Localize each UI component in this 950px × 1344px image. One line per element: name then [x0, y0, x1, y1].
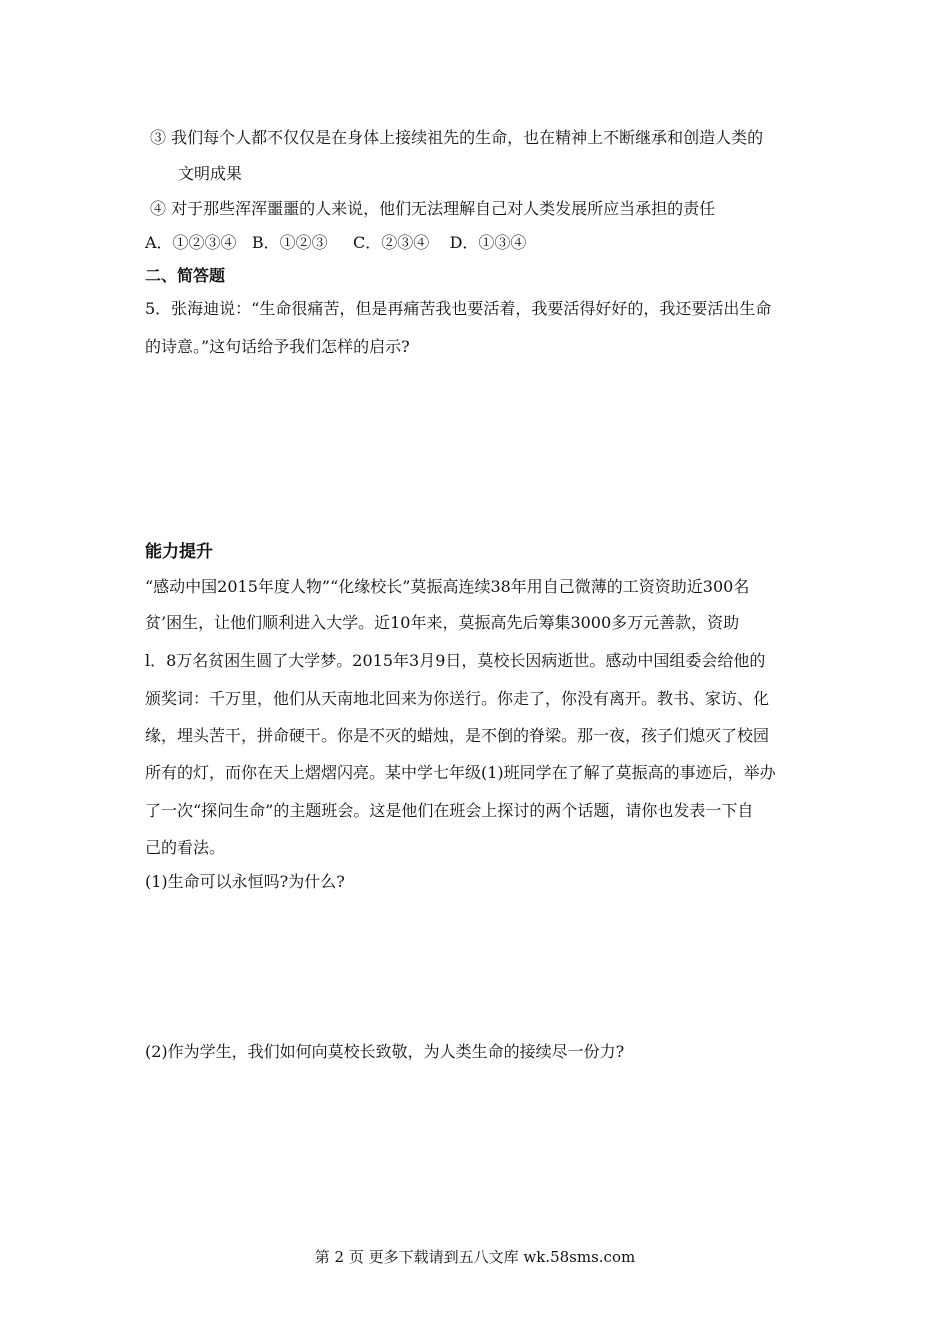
passage-line-3: l．8万名贫困生圆了大学梦。2015年3月9日，莫校长因病逝世。感动中国组委会给他的 — [145, 651, 766, 670]
page-footer: 第 2 页 更多下载请到五八文库 wk.58sms.com — [314, 1248, 636, 1266]
passage-line-5: 缘，埋头苦干，拼命硬干。你是不灭的蜡烛，是不倒的脊梁。那一夜，孩子们熄灭了校园 — [145, 726, 770, 745]
passage-line-1: “感动中国2015年度人物”“化缘校长”莫振高连续38年用自己微薄的工资资助近300名 — [145, 577, 750, 596]
q5-line1: 5．张海迪说：“生命很痛苦，但是再痛苦我也要活着，我要活得好好的，我还要活出生命 — [145, 299, 772, 318]
q4-option-4: ④ 对于那些浑浑噩噩的人来说，他们无法理解自己对人类发展所应当承担的责任 — [150, 199, 716, 218]
passage-line-8: 己的看法。 — [145, 838, 226, 857]
q4-choices: A．①②③④ B．①②③ C．②③④ D．①③④ — [145, 233, 527, 252]
passage-line-2: 贫’困生，让他们顺利进入大学。近10年来，莫振高先后筹集3000多万元善款，资助 — [145, 613, 740, 632]
passage-line-4: 颁奖词：千万里，他们从天南地北回来为你送行。你走了，你没有离开。教书、家访、化 — [145, 689, 770, 708]
q4-option-3-line2: 文明成果 — [178, 164, 243, 183]
passage-line-6: 所有的灯，而你在天上熠熠闪亮。某中学七年级(1)班同学在了解了莫振高的事迹后，举办 — [145, 763, 776, 782]
sub-question-2: (2)作为学生，我们如何向莫校长致敬，为人类生命的接续尽一份力? — [145, 1042, 625, 1061]
ability-title: 能力提升 — [145, 542, 213, 562]
passage-line-7: 了一次“探问生命”的主题班会。这是他们在班会上探讨的两个话题，请你也发表一下自 — [145, 801, 754, 820]
q5-line2: 的诗意。”这句话给予我们怎样的启示? — [145, 337, 410, 356]
sub-question-1: (1)生命可以永恒吗?为什么? — [145, 872, 345, 891]
section-2-title: 二、简答题 — [145, 266, 226, 285]
q4-option-3-line1: ③ 我们每个人都不仅仅是在身体上接续祖先的生命，也在精神上不断继承和创造人类的 — [150, 128, 764, 147]
